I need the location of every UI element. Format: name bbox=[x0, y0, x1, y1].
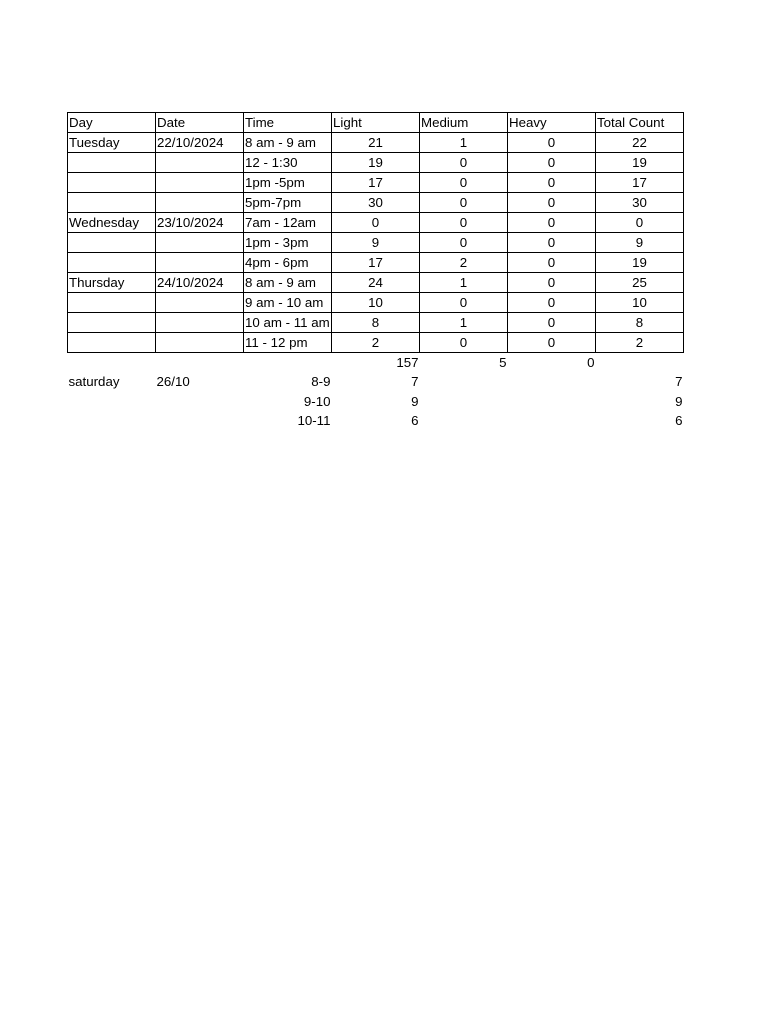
cell-date[interactable] bbox=[156, 313, 244, 333]
cell-day[interactable] bbox=[68, 313, 156, 333]
cell-heavy[interactable]: 0 bbox=[508, 333, 596, 353]
totals-row bbox=[68, 353, 684, 373]
cell-time[interactable]: 1pm - 3pm bbox=[244, 233, 332, 253]
table-row bbox=[68, 293, 684, 313]
cell-empty[interactable] bbox=[156, 353, 244, 373]
cell-date[interactable] bbox=[156, 333, 244, 353]
cell-date[interactable] bbox=[156, 391, 244, 410]
total-light[interactable]: 157 bbox=[396, 355, 419, 370]
cell-heavy[interactable]: 0 bbox=[508, 213, 596, 233]
extra-row bbox=[68, 411, 684, 430]
cell-light[interactable]: 8 bbox=[332, 313, 420, 333]
header-cell-date[interactable]: Date bbox=[156, 113, 244, 133]
cell-date[interactable]: 22/10/2024 bbox=[156, 133, 244, 153]
cell-day[interactable]: Tuesday bbox=[68, 133, 156, 153]
cell-date[interactable] bbox=[156, 293, 244, 313]
cell-empty[interactable] bbox=[420, 391, 508, 410]
header-cell-heavy[interactable]: Heavy bbox=[508, 113, 596, 133]
cell-day[interactable] bbox=[68, 333, 156, 353]
cell-medium[interactable]: 1 bbox=[420, 133, 508, 153]
cell-light[interactable]: 10 bbox=[332, 293, 420, 313]
cell-light[interactable]: 9 bbox=[411, 393, 419, 409]
table-row bbox=[68, 153, 684, 173]
total-medium[interactable]: 5 bbox=[499, 355, 507, 370]
cell-day[interactable] bbox=[68, 153, 156, 173]
cell-day[interactable] bbox=[68, 233, 156, 253]
cell-date[interactable]: 24/10/2024 bbox=[156, 273, 244, 293]
cell-total[interactable]: 8 bbox=[596, 313, 684, 333]
cell-total[interactable]: 25 bbox=[596, 273, 684, 293]
cell-time[interactable]: 8 am - 9 am bbox=[244, 273, 332, 293]
cell-total[interactable]: 30 bbox=[596, 193, 684, 213]
traffic-count-table bbox=[67, 112, 684, 430]
table-row bbox=[68, 333, 684, 353]
cell-total[interactable]: 0 bbox=[596, 213, 684, 233]
cell-day[interactable]: Thursday bbox=[68, 273, 156, 293]
header-cell-time[interactable]: Time bbox=[244, 113, 332, 133]
cell-empty[interactable] bbox=[68, 353, 156, 373]
cell-time[interactable]: 9 am - 10 am bbox=[244, 293, 332, 313]
table-row bbox=[68, 193, 684, 213]
cell-time[interactable]: 8 am - 9 am bbox=[244, 133, 332, 153]
cell-empty[interactable] bbox=[420, 372, 508, 391]
cell-empty[interactable] bbox=[596, 353, 684, 373]
cell-day[interactable]: Wednesday bbox=[68, 213, 156, 233]
total-heavy[interactable]: 0 bbox=[587, 355, 595, 370]
header-cell-light[interactable]: Light bbox=[332, 113, 420, 133]
table-row bbox=[68, 173, 684, 193]
cell-heavy[interactable]: 0 bbox=[508, 133, 596, 153]
cell-heavy[interactable]: 0 bbox=[508, 193, 596, 213]
cell-medium[interactable]: 0 bbox=[420, 333, 508, 353]
cell-date[interactable] bbox=[156, 173, 244, 193]
cell-day[interactable]: saturday bbox=[68, 374, 120, 390]
extra-row bbox=[68, 391, 684, 410]
cell-empty[interactable] bbox=[244, 353, 332, 373]
cell-total[interactable]: 17 bbox=[596, 173, 684, 193]
cell-date[interactable]: 23/10/2024 bbox=[156, 213, 244, 233]
table-body bbox=[68, 113, 684, 430]
cell-total[interactable]: 6 bbox=[675, 412, 683, 428]
header-row bbox=[68, 113, 684, 133]
cell-light[interactable]: 17 bbox=[332, 253, 420, 273]
cell-time[interactable]: 12 - 1:30 bbox=[244, 153, 332, 173]
cell-heavy[interactable]: 0 bbox=[508, 253, 596, 273]
cell-heavy[interactable]: 0 bbox=[508, 313, 596, 333]
cell-heavy[interactable]: 0 bbox=[508, 173, 596, 193]
cell-medium[interactable]: 0 bbox=[420, 173, 508, 193]
cell-total[interactable]: 9 bbox=[675, 393, 683, 409]
table-row bbox=[68, 313, 684, 333]
table-row bbox=[68, 233, 684, 253]
cell-time[interactable]: 1pm -5pm bbox=[244, 173, 332, 193]
cell-heavy[interactable]: 0 bbox=[508, 273, 596, 293]
cell-medium[interactable]: 0 bbox=[420, 293, 508, 313]
cell-time[interactable]: 4pm - 6pm bbox=[244, 253, 332, 273]
cell-medium[interactable]: 2 bbox=[420, 253, 508, 273]
cell-heavy[interactable]: 0 bbox=[508, 293, 596, 313]
cell-time[interactable]: 7am - 12am bbox=[244, 213, 332, 233]
cell-day[interactable] bbox=[68, 173, 156, 193]
cell-date[interactable] bbox=[156, 153, 244, 173]
cell-light[interactable]: 24 bbox=[332, 273, 420, 293]
cell-date[interactable] bbox=[156, 411, 244, 430]
extra-row bbox=[68, 372, 684, 391]
cell-date[interactable]: 26/10 bbox=[156, 374, 190, 390]
cell-heavy[interactable]: 0 bbox=[508, 153, 596, 173]
cell-date[interactable] bbox=[156, 233, 244, 253]
table-row bbox=[68, 133, 684, 153]
cell-total[interactable]: 19 bbox=[596, 153, 684, 173]
cell-day[interactable] bbox=[68, 253, 156, 273]
cell-light[interactable]: 21 bbox=[332, 133, 420, 153]
cell-empty[interactable] bbox=[508, 391, 596, 410]
header-cell-total-count[interactable]: Total Count bbox=[596, 113, 684, 133]
cell-medium[interactable]: 0 bbox=[420, 213, 508, 233]
table-row bbox=[68, 273, 684, 293]
cell-date[interactable] bbox=[156, 253, 244, 273]
cell-day[interactable] bbox=[68, 411, 156, 430]
cell-time[interactable]: 9-10 bbox=[303, 393, 331, 409]
cell-total[interactable]: 10 bbox=[596, 293, 684, 313]
table-row bbox=[68, 213, 684, 233]
cell-light[interactable]: 0 bbox=[332, 213, 420, 233]
cell-total[interactable]: 22 bbox=[596, 133, 684, 153]
cell-empty[interactable] bbox=[508, 411, 596, 430]
cell-day[interactable] bbox=[68, 391, 156, 410]
cell-medium[interactable]: 1 bbox=[420, 273, 508, 293]
cell-medium[interactable]: 0 bbox=[420, 153, 508, 173]
cell-light[interactable]: 17 bbox=[332, 173, 420, 193]
header-cell-medium[interactable]: Medium bbox=[420, 113, 508, 133]
table-row bbox=[68, 253, 684, 273]
cell-heavy[interactable]: 0 bbox=[508, 233, 596, 253]
cell-empty[interactable] bbox=[508, 372, 596, 391]
cell-date[interactable] bbox=[156, 193, 244, 213]
cell-total[interactable]: 7 bbox=[675, 374, 683, 390]
cell-total[interactable]: 9 bbox=[596, 233, 684, 253]
cell-light[interactable]: 2 bbox=[332, 333, 420, 353]
cell-time[interactable]: 10-11 bbox=[297, 412, 331, 428]
cell-day[interactable] bbox=[68, 293, 156, 313]
header-cell-day[interactable]: Day bbox=[68, 113, 156, 133]
cell-empty[interactable] bbox=[420, 411, 508, 430]
cell-medium[interactable]: 0 bbox=[420, 233, 508, 253]
cell-time[interactable]: 11 - 12 pm bbox=[244, 333, 332, 353]
cell-total[interactable]: 19 bbox=[596, 253, 684, 273]
cell-medium[interactable]: 1 bbox=[420, 313, 508, 333]
cell-light[interactable]: 6 bbox=[411, 412, 419, 428]
cell-time[interactable]: 8-9 bbox=[311, 374, 331, 390]
cell-time[interactable]: 5pm-7pm bbox=[244, 193, 332, 213]
cell-light[interactable]: 9 bbox=[332, 233, 420, 253]
cell-total[interactable]: 2 bbox=[596, 333, 684, 353]
cell-medium[interactable]: 0 bbox=[420, 193, 508, 213]
cell-light[interactable]: 30 bbox=[332, 193, 420, 213]
cell-day[interactable] bbox=[68, 193, 156, 213]
cell-light[interactable]: 7 bbox=[411, 374, 419, 390]
cell-light[interactable]: 19 bbox=[332, 153, 420, 173]
cell-time[interactable]: 10 am - 11 am bbox=[244, 313, 332, 333]
